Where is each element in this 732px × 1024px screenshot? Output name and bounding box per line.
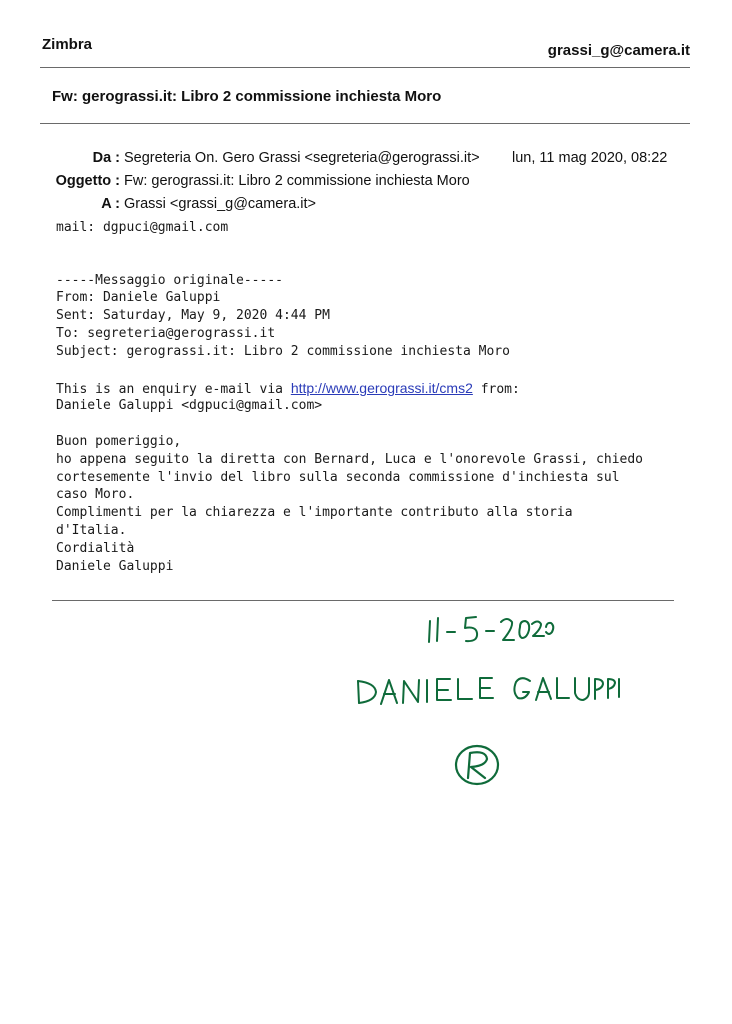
body-line: Buon pomeriggio, xyxy=(56,434,182,449)
body-line: d'Italia. xyxy=(56,523,127,538)
enquiry-link[interactable]: http://www.gerograssi.it/cms2 xyxy=(290,380,473,396)
initial-mark xyxy=(456,746,498,784)
from-value: Segreteria On. Gero Grassi <segreteria@gerograssi.it> xyxy=(124,150,480,166)
from-label: Da : xyxy=(92,150,120,166)
message-title: Fw: gerograssi.it: Libro 2 commissione inchiesta Moro xyxy=(52,88,442,105)
body-line: cortesemente l'invio del libro sulla seconda commissione d'inchiesta sul xyxy=(56,470,620,485)
original-sent: Sent: Saturday, May 9, 2020 4:44 PM xyxy=(56,308,330,323)
original-message-marker: -----Messaggio originale----- xyxy=(56,273,283,288)
to-label: A : xyxy=(101,196,120,212)
subject-label: Oggetto : xyxy=(55,173,120,189)
handwritten-name xyxy=(358,678,619,704)
to-value: Grassi <grassi_g@camera.it> xyxy=(124,196,317,212)
sent-date: lun, 11 mag 2020, 08:22 xyxy=(512,150,668,166)
sender-line: Daniele Galuppi <dgpuci@gmail.com> xyxy=(56,398,323,413)
handwritten-date xyxy=(429,617,553,642)
enquiry-prefix: This is an enquiry e-mail via xyxy=(56,382,291,397)
body-line: caso Moro. xyxy=(56,487,135,502)
body-line: ho appena seguito la diretta con Bernard, Luca e l'onorevole Grassi, chiedo xyxy=(56,452,643,467)
signature-line: Daniele Galuppi xyxy=(56,559,174,574)
body-line: Complimenti per la chiarezza e l'importante contributo alla storia xyxy=(56,505,573,520)
enquiry-suffix: from: xyxy=(472,382,520,397)
app-name: Zimbra xyxy=(42,36,93,53)
original-subject: Subject: gerograssi.it: Libro 2 commissione inchiesta Moro xyxy=(56,344,510,359)
original-from: From: Daniele Galuppi xyxy=(56,290,221,305)
account-email: grassi_g@camera.it xyxy=(547,42,690,59)
original-to: To: segreteria@gerograssi.it xyxy=(56,326,276,341)
mail-line: mail: dgpuci@gmail.com xyxy=(56,220,229,235)
subject-value: Fw: gerograssi.it: Libro 2 commissione inchiesta Moro xyxy=(124,173,470,189)
body-line: Cordialità xyxy=(56,541,135,556)
